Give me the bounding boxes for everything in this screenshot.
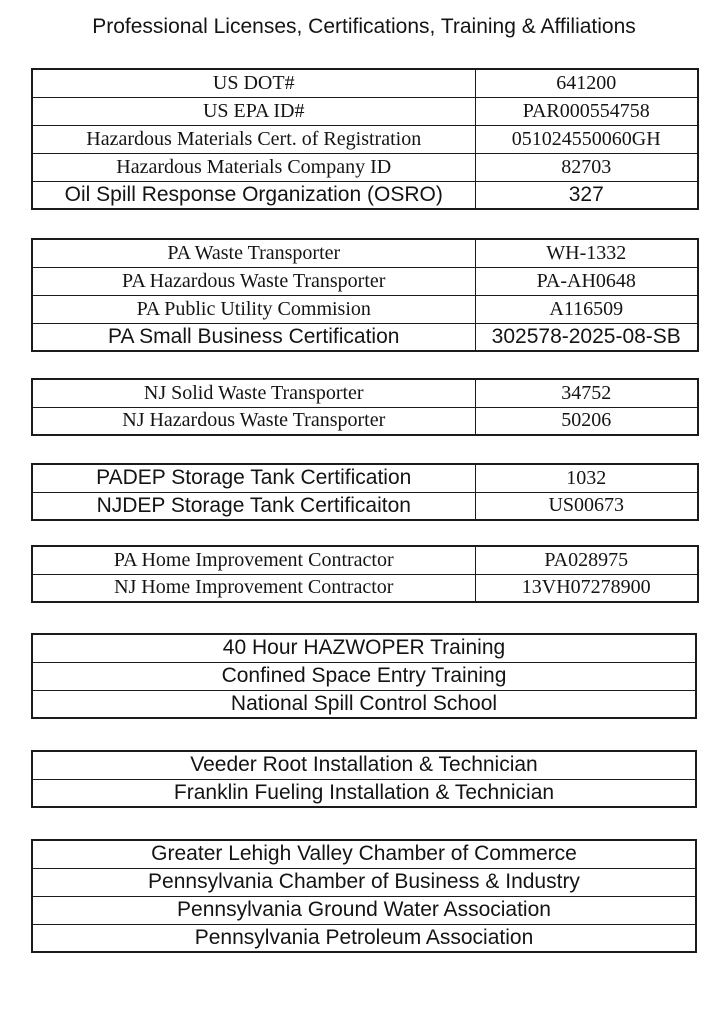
row-label: Hazardous Materials Cert. of Registration xyxy=(32,125,475,153)
row-label: US EPA ID# xyxy=(32,97,475,125)
row-label: PADEP Storage Tank Certification xyxy=(32,464,475,492)
row-label: National Spill Control School xyxy=(32,690,696,718)
table-row xyxy=(32,751,696,779)
row-label: Franklin Fueling Installation & Technician xyxy=(32,779,696,807)
table-row xyxy=(32,868,696,896)
row-label: NJDEP Storage Tank Certificaiton xyxy=(32,492,475,520)
table-row xyxy=(32,181,698,209)
table-row xyxy=(32,97,698,125)
affiliations-table xyxy=(31,839,697,953)
table-row xyxy=(32,379,698,407)
table-row xyxy=(32,407,698,435)
federal-registrations-table xyxy=(31,68,699,210)
row-label: Hazardous Materials Company ID xyxy=(32,153,475,181)
home-improvement-contractors-table xyxy=(31,545,699,603)
table-row xyxy=(32,69,698,97)
page-title: Professional Licenses, Certifications, Training & Affiliations xyxy=(92,15,636,38)
row-value: 82703 xyxy=(475,153,698,181)
row-label: Veeder Root Installation & Technician xyxy=(32,751,696,779)
row-value: 34752 xyxy=(475,379,698,407)
table-row xyxy=(32,239,698,267)
row-value: 13VH07278900 xyxy=(475,574,698,602)
row-label: US DOT# xyxy=(32,69,475,97)
row-label: Greater Lehigh Valley Chamber of Commerce xyxy=(32,840,696,868)
row-value: 327 xyxy=(475,181,698,209)
table-row xyxy=(32,125,698,153)
row-label: PA Waste Transporter xyxy=(32,239,475,267)
row-value: PAR000554758 xyxy=(475,97,698,125)
table-row xyxy=(32,464,698,492)
row-value: WH-1332 xyxy=(475,239,698,267)
row-label: NJ Solid Waste Transporter xyxy=(32,379,475,407)
row-value: 1032 xyxy=(475,464,698,492)
row-label: PA Small Business Certification xyxy=(32,323,475,351)
table-row xyxy=(32,323,698,351)
storage-tank-certifications-table xyxy=(31,463,699,521)
row-value: 641200 xyxy=(475,69,698,97)
row-label: PA Hazardous Waste Transporter xyxy=(32,267,475,295)
pa-licenses-table xyxy=(31,238,699,352)
nj-waste-licenses-table xyxy=(31,378,699,436)
table-row xyxy=(32,574,698,602)
table-row xyxy=(32,924,696,952)
table-row xyxy=(32,295,698,323)
row-value: PA028975 xyxy=(475,546,698,574)
row-label: Pennsylvania Petroleum Association xyxy=(32,924,696,952)
row-label: Pennsylvania Chamber of Business & Industry xyxy=(32,868,696,896)
table-row xyxy=(32,546,698,574)
row-value: 302578-2025-08-SB xyxy=(475,323,698,351)
row-value: 50206 xyxy=(475,407,698,435)
table-row xyxy=(32,267,698,295)
row-label: 40 Hour HAZWOPER Training xyxy=(32,634,696,662)
row-label: Oil Spill Response Organization (OSRO) xyxy=(32,181,475,209)
table-row xyxy=(32,779,696,807)
table-row xyxy=(32,662,696,690)
table-row xyxy=(32,634,696,662)
row-label: NJ Home Improvement Contractor xyxy=(32,574,475,602)
row-value: PA-AH0648 xyxy=(475,267,698,295)
row-label: PA Public Utility Commision xyxy=(32,295,475,323)
row-label: Confined Space Entry Training xyxy=(32,662,696,690)
row-value: US00673 xyxy=(475,492,698,520)
row-label: PA Home Improvement Contractor xyxy=(32,546,475,574)
row-label: NJ Hazardous Waste Transporter xyxy=(32,407,475,435)
row-label: Pennsylvania Ground Water Association xyxy=(32,896,696,924)
tables-container xyxy=(0,68,728,953)
table-row xyxy=(32,690,696,718)
row-value: 051024550060GH xyxy=(475,125,698,153)
training-table xyxy=(31,633,697,719)
table-row xyxy=(32,153,698,181)
table-row xyxy=(32,896,696,924)
table-row xyxy=(32,840,696,868)
row-value: A116509 xyxy=(475,295,698,323)
table-row xyxy=(32,492,698,520)
equipment-certifications-table xyxy=(31,750,697,808)
